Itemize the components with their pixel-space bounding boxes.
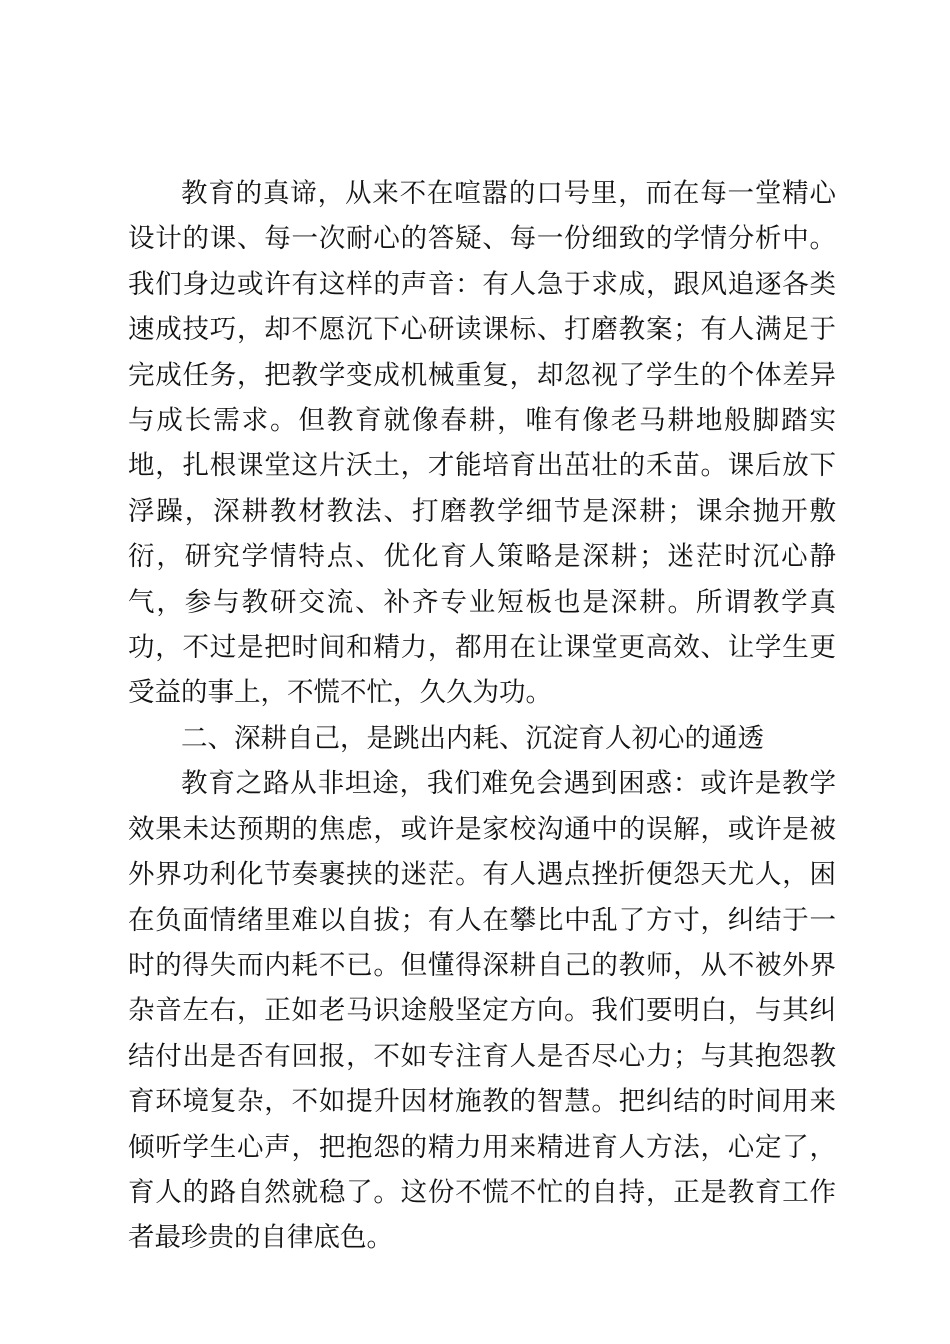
- document-body: [128, 171, 836, 1261]
- body-paragraph: 教育之路从非坦途，我们难免会遇到困惑：或许是教学效果未达预期的焦虑，或许是家校沟通中的误解，或许是被外界功利化节奏裹挟的迷茫。有人遇点挫折便怨天尤人，困在负面情绪里难以自拔；有人在攀比中乱了方寸，纠结于一时的得失而内耗不已。但懂得深耕自己的教师，从不被外界杂音左右，正如老马识途般坚定方向。我们要明白，与其纠结付出是否有回报，不如专注育人是否尽心力；与其抱怨教育环境复杂，不如提升因材施教的智慧。把纠结的时间用来倾听学生心声，把抱怨的精力用来精进育人方法，心定了，育人的路自然就稳了。这份不慌不忙的自持，正是教育工作者最珍贵的自律底色。: [128, 768, 836, 1254]
- section-heading: 二、深耕自己，是跳出内耗、沉淀育人初心的通透: [181, 722, 764, 754]
- body-paragraph: 教育的真谛，从来不在喧嚣的口号里，而在每一堂精心设计的课、每一次耐心的答疑、每一份细致的学情分析中。我们身边或许有这样的声音：有人急于求成，跟风追逐各类速成技巧，却不愿沉下心研读课标、打磨教案；有人满足于完成任务，把教学变成机械重复，却忽视了学生的个体差异与成长需求。但教育就像春耕，唯有像老马耕地般脚踏实地，扎根课堂这片沃土，才能培育出茁壮的禾苗。课后放下浮躁，深耕教材教法、打磨教学细节是深耕；课余抛开敷衍，研究学情特点、优化育人策略是深耕；迷茫时沉心静气，参与教研交流、补齐专业短板也是深耕。所谓教学真功，不过是把时间和精力，都用在让课堂更高效、让学生更受益的事上，不慌不忙，久久为功。: [128, 178, 836, 709]
